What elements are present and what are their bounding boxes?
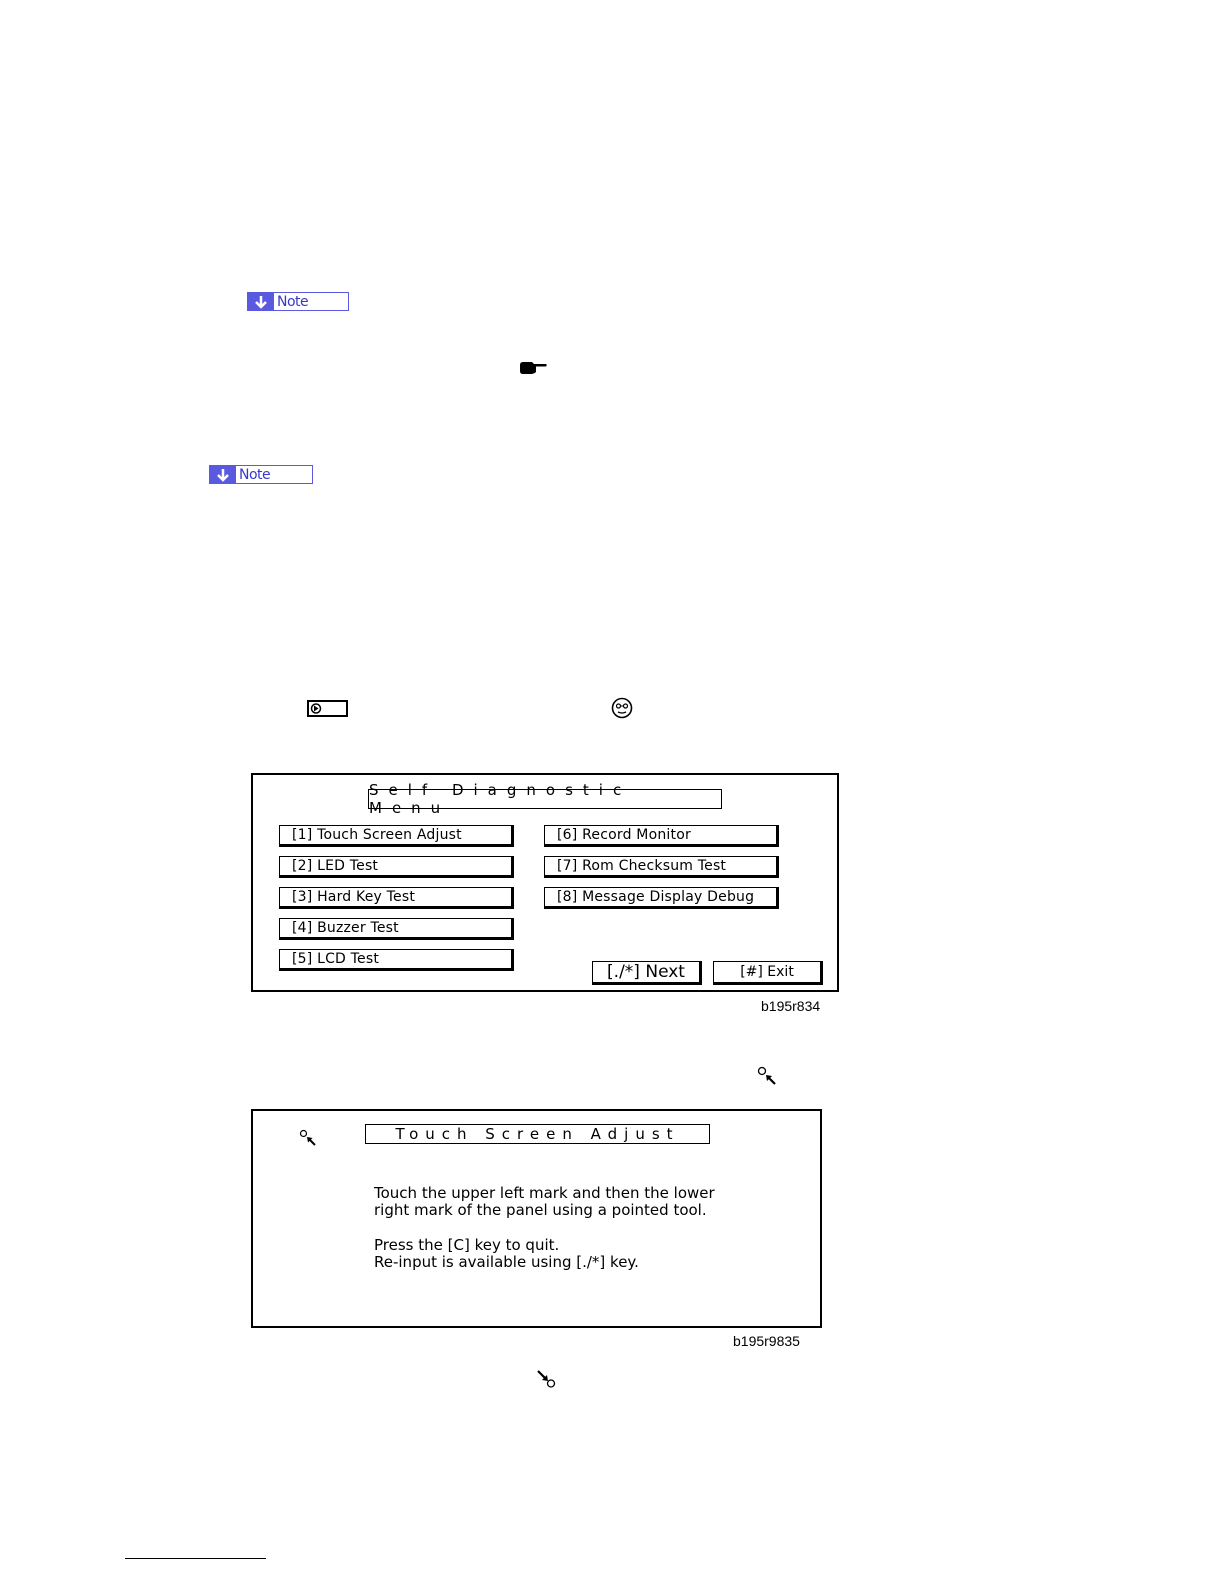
footnote-divider <box>125 1558 266 1559</box>
upper-left-mark-icon[interactable] <box>299 1129 319 1153</box>
touch-screen-adjust-panel <box>251 1109 822 1328</box>
note-badge <box>209 465 313 484</box>
self-diagnostic-menu-panel <box>251 773 839 992</box>
exit-button[interactable]: [#] Exit <box>713 961 823 985</box>
lcd-test-button[interactable]: [5] LCD Test <box>279 949 514 971</box>
arrow-down-icon <box>248 293 274 310</box>
instruction-text: Re-input is available using [./*] key. <box>374 1253 639 1271</box>
figure-id: b195r834 <box>761 998 821 1014</box>
record-monitor-button[interactable]: [6] Record Monitor <box>544 825 779 847</box>
panel-title: Self Diagnostic Menu <box>368 789 722 809</box>
upper-left-mark-icon <box>757 1066 779 1093</box>
instruction-text: right mark of the panel using a pointed tool. <box>374 1201 707 1219</box>
panel-title: Touch Screen Adjust <box>365 1124 710 1144</box>
buzzer-test-button[interactable]: [4] Buzzer Test <box>279 918 514 940</box>
arrow-down-icon <box>210 466 236 483</box>
figure-id: b195r9835 <box>733 1333 800 1349</box>
instruction-text: Touch the upper left mark and then the lower <box>374 1184 715 1202</box>
hard-key-test-button[interactable]: [3] Hard Key Test <box>279 887 514 909</box>
lower-right-mark-icon <box>535 1368 557 1395</box>
instruction-text: Press the [C] key to quit. <box>374 1236 560 1254</box>
note-badge <box>247 292 349 311</box>
pointing-hand-icon <box>518 361 548 380</box>
next-button[interactable]: [./*] Next <box>592 961 702 985</box>
note-label: Note <box>277 293 309 310</box>
service-face-icon <box>611 697 633 724</box>
note-label: Note <box>239 466 271 483</box>
rom-checksum-test-button[interactable]: [7] Rom Checksum Test <box>544 856 779 878</box>
message-display-debug-button[interactable]: [8] Message Display Debug <box>544 887 779 909</box>
led-test-button[interactable]: [2] LED Test <box>279 856 514 878</box>
start-key-icon <box>307 700 349 723</box>
touch-screen-adjust-button[interactable]: [1] Touch Screen Adjust <box>279 825 514 847</box>
